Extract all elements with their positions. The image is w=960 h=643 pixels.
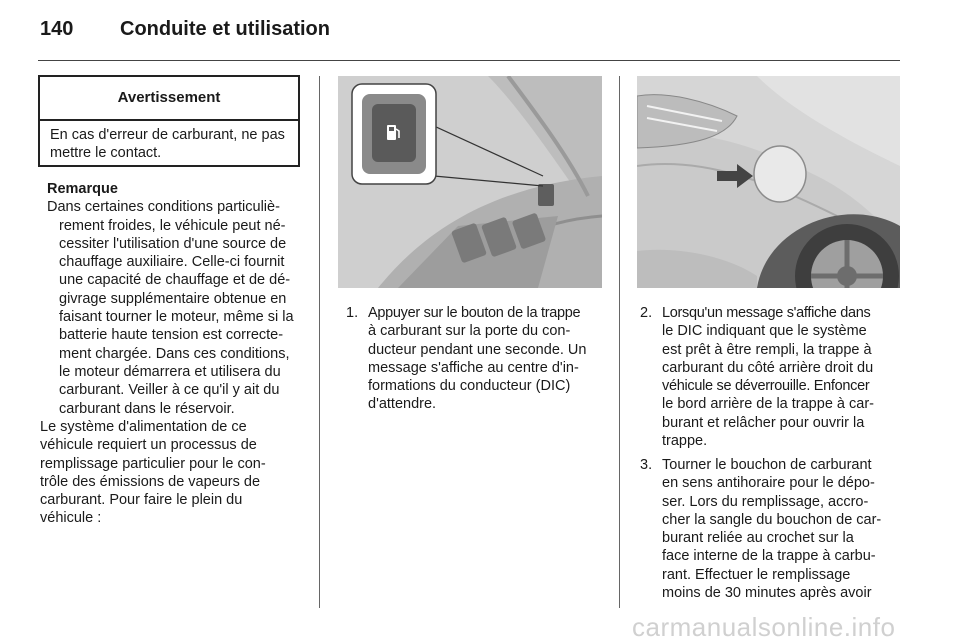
warning-title: Avertissement — [40, 77, 298, 121]
page-header — [40, 18, 330, 48]
note-line: carburant dans le réservoir. — [59, 400, 235, 417]
step-line: formations du conducteur (DIC) — [368, 378, 571, 395]
arrow-right-icon — [717, 164, 753, 188]
step-line: d'attendre. — [368, 396, 437, 413]
step-line: trappe. — [662, 433, 708, 450]
step-line: burant reliée au crochet sur la — [662, 530, 854, 547]
step-number: 3. — [640, 457, 653, 473]
step-line: cher la sangle du bouchon de car- — [662, 511, 882, 528]
note-line: batterie haute tension est correcte- — [59, 327, 284, 344]
warning-text: En cas d'erreur de carburant, ne pas mettre le contact. — [50, 127, 285, 161]
page-title: Conduite et utilisation — [120, 18, 330, 40]
step-line: ducteur pendant une seconde. Un — [368, 341, 587, 358]
step-line: burant et relâcher pour ouvrir la — [662, 414, 865, 431]
body-line: véhicule requiert un processus de — [40, 437, 257, 454]
step-line: en sens antihoraire pour le dépo- — [662, 475, 875, 492]
step-line: message s'affiche au centre d'in- — [368, 359, 579, 376]
note-line: le moteur démarrera et utilisera du — [59, 363, 281, 380]
note-heading: Remarque — [47, 181, 118, 197]
note-line: ment chargée. Dans ces conditions, — [59, 345, 290, 362]
column-divider-left — [319, 76, 320, 608]
step-text — [662, 456, 902, 602]
step-line: carburant du côté arrière droit du — [662, 359, 874, 376]
note-line: Dans certaines conditions particuliè- — [47, 199, 280, 216]
body-line: remplissage particulier pour le con- — [40, 455, 266, 472]
body-line: trôle des émissions de vapeurs de — [40, 473, 261, 490]
header-divider — [38, 60, 900, 61]
step-2 — [640, 304, 902, 450]
step-text — [368, 304, 608, 414]
watermark: carmanualsonline.info — [632, 612, 896, 642]
step-line: rant. Effectuer le remplissage — [662, 566, 851, 583]
step-1 — [346, 304, 608, 414]
step-line: Appuyer sur le bouton de la trappe — [368, 305, 581, 321]
step-text — [662, 304, 902, 450]
fuel-door-figure — [637, 76, 900, 288]
note-line: faisant tourner le moteur, même si la — [59, 309, 294, 326]
page-number: 140 — [40, 18, 74, 40]
step-number: 1. — [346, 305, 359, 321]
body-paragraph — [40, 418, 305, 528]
body-line: véhicule : — [40, 510, 102, 527]
note-line: cessiter l'utilisation d'une source de — [59, 235, 287, 252]
step-3 — [640, 456, 902, 602]
note-block — [47, 180, 305, 418]
note-line: chauffage auxiliaire. Celle-ci fournit — [59, 254, 285, 271]
body-line: carburant. Pour faire le plein du — [40, 492, 243, 509]
fuel-pump-icon — [384, 122, 404, 144]
note-line: givrage supplémentaire obtenue en — [59, 290, 287, 307]
warning-box — [38, 75, 300, 167]
step-line: moins de 30 minutes après avoir — [662, 585, 872, 602]
step-number: 2. — [640, 305, 653, 321]
note-line: une capacité de chauffage et de dé- — [59, 272, 291, 289]
step-line: le DIC indiquant que le système — [662, 323, 867, 340]
step-line: le bord arrière de la trappe à car- — [662, 396, 874, 413]
note-line: rement froides, le véhicule peut né- — [59, 217, 286, 234]
step-line: face interne de la trappe à carbu- — [662, 548, 876, 565]
step-line: Lorsqu'un message s'affiche dans — [662, 305, 871, 321]
step-line: à carburant sur la porte du con- — [368, 323, 571, 340]
step-line: Tourner le bouchon de carburant — [662, 457, 872, 473]
door-button-figure — [338, 76, 602, 288]
body-line: Le système d'alimentation de ce — [40, 419, 247, 435]
step-line: ser. Lors du remplissage, accro- — [662, 493, 869, 510]
step-line: est prêt à être rempli, la trappe à — [662, 341, 872, 358]
column-divider-right — [619, 76, 620, 608]
step-line: véhicule se déverrouille. Enfoncer — [662, 378, 870, 395]
note-line: carburant. Veiller à ce qu'il y ait du — [59, 382, 280, 399]
